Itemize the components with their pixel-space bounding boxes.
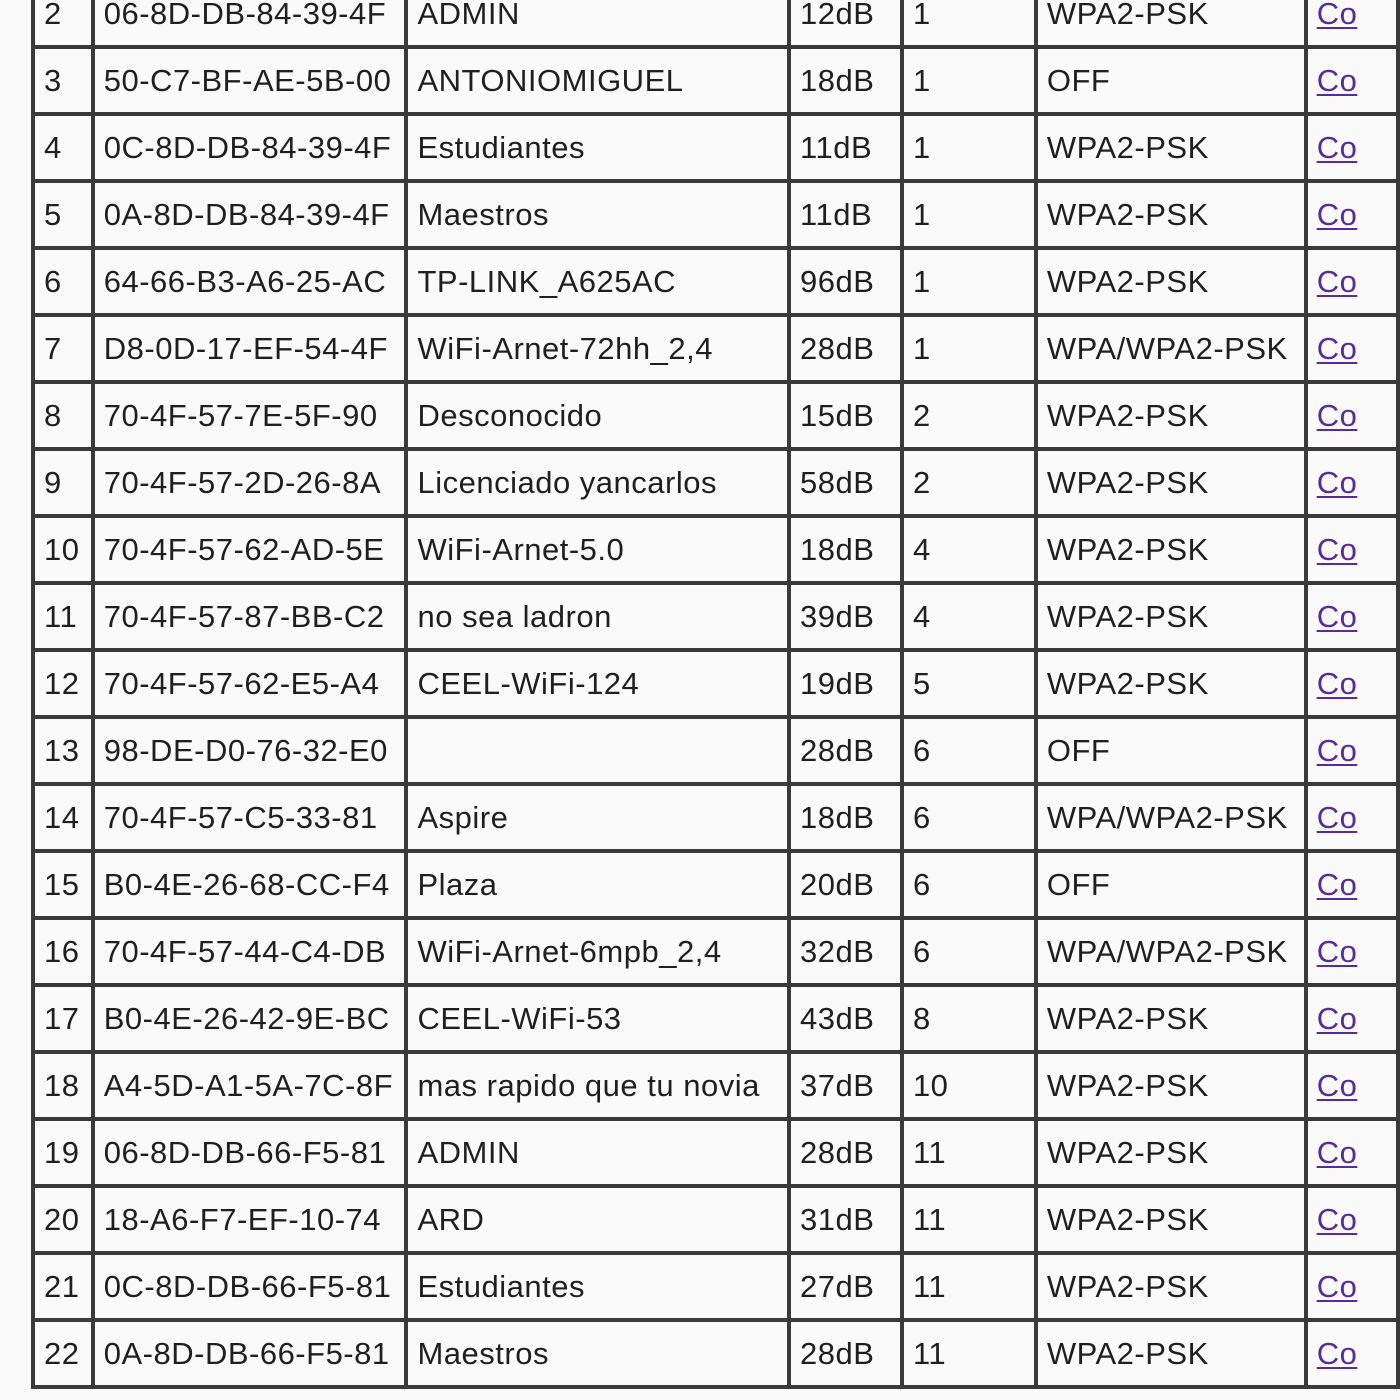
wifi-networks-table: [31, 0, 1400, 1389]
ssid-cell: WiFi-Arnet-72hh_2,4: [408, 317, 791, 384]
ssid-cell: no sea ladron: [408, 585, 791, 652]
mac-address-cell: 70-4F-57-2D-26-8A: [95, 451, 409, 518]
connect-link[interactable]: Co: [1316, 1268, 1358, 1304]
ssid-cell: [408, 719, 791, 786]
security-cell: WPA2-PSK: [1038, 1054, 1308, 1121]
table-row: [35, 0, 1400, 49]
connect-link[interactable]: Co: [1316, 531, 1358, 567]
security-cell: WPA2-PSK: [1038, 116, 1308, 183]
table-row: [35, 652, 1400, 719]
row-number-cell: 7: [35, 317, 95, 384]
row-number-cell: 9: [35, 451, 95, 518]
mac-address-cell: B0-4E-26-68-CC-F4: [95, 853, 409, 920]
ssid-cell: CEEL-WiFi-53: [408, 987, 791, 1054]
mac-address-cell: 06-8D-DB-84-39-4F: [95, 0, 409, 49]
connect-link[interactable]: Co: [1316, 665, 1358, 701]
connect-link[interactable]: Co: [1316, 62, 1358, 98]
mac-address-cell: 18-A6-F7-EF-10-74: [95, 1188, 409, 1255]
signal-cell: 18dB: [791, 786, 904, 853]
connect-link[interactable]: Co: [1316, 330, 1358, 366]
connect-link[interactable]: Co: [1316, 866, 1358, 902]
signal-cell: 43dB: [791, 987, 904, 1054]
row-number-cell: 5: [35, 183, 95, 250]
channel-cell: 2: [904, 384, 1038, 451]
row-number-cell: 2: [35, 0, 95, 49]
table-row: [35, 49, 1400, 116]
security-cell: WPA2-PSK: [1038, 384, 1308, 451]
table-row: [35, 518, 1400, 585]
ssid-cell: Aspire: [408, 786, 791, 853]
signal-cell: 28dB: [791, 1121, 904, 1188]
row-number-cell: 6: [35, 250, 95, 317]
table-body: [35, 0, 1400, 1389]
security-cell: WPA2-PSK: [1038, 1255, 1308, 1322]
connect-link[interactable]: Co: [1316, 464, 1358, 500]
connect-link-cell: [1308, 116, 1400, 183]
channel-cell: 8: [904, 987, 1038, 1054]
channel-cell: 4: [904, 585, 1038, 652]
signal-cell: 28dB: [791, 719, 904, 786]
connect-link-cell: [1308, 1255, 1400, 1322]
security-cell: WPA2-PSK: [1038, 451, 1308, 518]
signal-cell: 32dB: [791, 920, 904, 987]
row-number-cell: 17: [35, 987, 95, 1054]
connect-link[interactable]: Co: [1316, 263, 1358, 299]
mac-address-cell: 0A-8D-DB-84-39-4F: [95, 183, 409, 250]
signal-cell: 37dB: [791, 1054, 904, 1121]
connect-link-cell: [1308, 49, 1400, 116]
channel-cell: 11: [904, 1322, 1038, 1389]
connect-link[interactable]: Co: [1316, 129, 1358, 165]
ssid-cell: WiFi-Arnet-5.0: [408, 518, 791, 585]
signal-cell: 58dB: [791, 451, 904, 518]
channel-cell: 4: [904, 518, 1038, 585]
connect-link-cell: [1308, 0, 1400, 49]
connect-link-cell: [1308, 920, 1400, 987]
channel-cell: 5: [904, 652, 1038, 719]
security-cell: OFF: [1038, 853, 1308, 920]
row-number-cell: 22: [35, 1322, 95, 1389]
channel-cell: 11: [904, 1188, 1038, 1255]
ssid-cell: Desconocido: [408, 384, 791, 451]
row-number-cell: 21: [35, 1255, 95, 1322]
security-cell: WPA/WPA2-PSK: [1038, 920, 1308, 987]
channel-cell: 1: [904, 250, 1038, 317]
connect-link[interactable]: Co: [1316, 933, 1358, 969]
table-row: [35, 1255, 1400, 1322]
security-cell: WPA2-PSK: [1038, 1322, 1308, 1389]
connect-link[interactable]: Co: [1316, 1000, 1358, 1036]
signal-cell: 19dB: [791, 652, 904, 719]
connect-link[interactable]: Co: [1316, 0, 1358, 31]
signal-cell: 18dB: [791, 518, 904, 585]
ssid-cell: Licenciado yancarlos: [408, 451, 791, 518]
security-cell: WPA2-PSK: [1038, 1188, 1308, 1255]
table-row: [35, 987, 1400, 1054]
connect-link[interactable]: Co: [1316, 1201, 1358, 1237]
security-cell: WPA/WPA2-PSK: [1038, 317, 1308, 384]
signal-cell: 12dB: [791, 0, 904, 49]
ssid-cell: mas rapido que tu novia: [408, 1054, 791, 1121]
table-row: [35, 1322, 1400, 1389]
security-cell: WPA2-PSK: [1038, 518, 1308, 585]
channel-cell: 6: [904, 719, 1038, 786]
mac-address-cell: 70-4F-57-62-AD-5E: [95, 518, 409, 585]
signal-cell: 11dB: [791, 183, 904, 250]
signal-cell: 27dB: [791, 1255, 904, 1322]
connect-link-cell: [1308, 1322, 1400, 1389]
row-number-cell: 15: [35, 853, 95, 920]
ssid-cell: WiFi-Arnet-6mpb_2,4: [408, 920, 791, 987]
mac-address-cell: 70-4F-57-7E-5F-90: [95, 384, 409, 451]
row-number-cell: 3: [35, 49, 95, 116]
table-row: [35, 183, 1400, 250]
security-cell: WPA2-PSK: [1038, 250, 1308, 317]
row-number-cell: 14: [35, 786, 95, 853]
connect-link-cell: [1308, 987, 1400, 1054]
ssid-cell: Estudiantes: [408, 1255, 791, 1322]
channel-cell: 1: [904, 183, 1038, 250]
security-cell: WPA2-PSK: [1038, 183, 1308, 250]
table-row: [35, 853, 1400, 920]
row-number-cell: 20: [35, 1188, 95, 1255]
mac-address-cell: D8-0D-17-EF-54-4F: [95, 317, 409, 384]
signal-cell: 31dB: [791, 1188, 904, 1255]
connect-link-cell: [1308, 250, 1400, 317]
security-cell: WPA2-PSK: [1038, 1121, 1308, 1188]
mac-address-cell: 70-4F-57-C5-33-81: [95, 786, 409, 853]
ssid-cell: ARD: [408, 1188, 791, 1255]
mac-address-cell: 0C-8D-DB-84-39-4F: [95, 116, 409, 183]
channel-cell: 1: [904, 0, 1038, 49]
row-number-cell: 10: [35, 518, 95, 585]
connect-link[interactable]: Co: [1316, 1067, 1358, 1103]
table-row: [35, 1054, 1400, 1121]
mac-address-cell: 64-66-B3-A6-25-AC: [95, 250, 409, 317]
ssid-cell: Estudiantes: [408, 116, 791, 183]
connect-link-cell: [1308, 1121, 1400, 1188]
table-row: [35, 317, 1400, 384]
channel-cell: 11: [904, 1255, 1038, 1322]
signal-cell: 20dB: [791, 853, 904, 920]
table-row: [35, 250, 1400, 317]
mac-address-cell: 70-4F-57-87-BB-C2: [95, 585, 409, 652]
connect-link[interactable]: Co: [1316, 397, 1358, 433]
signal-cell: 15dB: [791, 384, 904, 451]
ssid-cell: ADMIN: [408, 0, 791, 49]
signal-cell: 11dB: [791, 116, 904, 183]
security-cell: WPA/WPA2-PSK: [1038, 786, 1308, 853]
connect-link-cell: [1308, 451, 1400, 518]
channel-cell: 2: [904, 451, 1038, 518]
mac-address-cell: 70-4F-57-44-C4-DB: [95, 920, 409, 987]
table-row: [35, 920, 1400, 987]
connect-link[interactable]: Co: [1316, 799, 1358, 835]
signal-cell: 96dB: [791, 250, 904, 317]
security-cell: WPA2-PSK: [1038, 987, 1308, 1054]
row-number-cell: 11: [35, 585, 95, 652]
channel-cell: 6: [904, 920, 1038, 987]
connect-link-cell: [1308, 518, 1400, 585]
channel-cell: 6: [904, 853, 1038, 920]
connect-link-cell: [1308, 1054, 1400, 1121]
connect-link-cell: [1308, 786, 1400, 853]
mac-address-cell: 0C-8D-DB-66-F5-81: [95, 1255, 409, 1322]
table-row: [35, 451, 1400, 518]
connect-link-cell: [1308, 719, 1400, 786]
security-cell: WPA2-PSK: [1038, 0, 1308, 49]
channel-cell: 11: [904, 1121, 1038, 1188]
connect-link-cell: [1308, 585, 1400, 652]
channel-cell: 6: [904, 786, 1038, 853]
ssid-cell: Maestros: [408, 1322, 791, 1389]
table-row: [35, 384, 1400, 451]
row-number-cell: 13: [35, 719, 95, 786]
ssid-cell: Plaza: [408, 853, 791, 920]
table-row: [35, 1121, 1400, 1188]
ssid-cell: ANTONIOMIGUEL: [408, 49, 791, 116]
connect-link-cell: [1308, 652, 1400, 719]
signal-cell: 28dB: [791, 317, 904, 384]
mac-address-cell: 0A-8D-DB-66-F5-81: [95, 1322, 409, 1389]
table-row: [35, 786, 1400, 853]
mac-address-cell: 98-DE-D0-76-32-E0: [95, 719, 409, 786]
connect-link-cell: [1308, 384, 1400, 451]
security-cell: WPA2-PSK: [1038, 652, 1308, 719]
connect-link[interactable]: Co: [1316, 598, 1358, 634]
table-row: [35, 585, 1400, 652]
signal-cell: 39dB: [791, 585, 904, 652]
table-row: [35, 1188, 1400, 1255]
connect-link[interactable]: Co: [1316, 732, 1358, 768]
ssid-cell: Maestros: [408, 183, 791, 250]
row-number-cell: 12: [35, 652, 95, 719]
mac-address-cell: B0-4E-26-42-9E-BC: [95, 987, 409, 1054]
channel-cell: 10: [904, 1054, 1038, 1121]
channel-cell: 1: [904, 317, 1038, 384]
security-cell: OFF: [1038, 49, 1308, 116]
connect-link-cell: [1308, 183, 1400, 250]
row-number-cell: 16: [35, 920, 95, 987]
channel-cell: 1: [904, 116, 1038, 183]
connect-link[interactable]: Co: [1316, 1134, 1358, 1170]
ssid-cell: CEEL-WiFi-124: [408, 652, 791, 719]
ssid-cell: TP-LINK_A625AC: [408, 250, 791, 317]
row-number-cell: 19: [35, 1121, 95, 1188]
security-cell: OFF: [1038, 719, 1308, 786]
mac-address-cell: 50-C7-BF-AE-5B-00: [95, 49, 409, 116]
table-row: [35, 719, 1400, 786]
connect-link-cell: [1308, 317, 1400, 384]
security-cell: WPA2-PSK: [1038, 585, 1308, 652]
row-number-cell: 18: [35, 1054, 95, 1121]
mac-address-cell: 70-4F-57-62-E5-A4: [95, 652, 409, 719]
connect-link[interactable]: Co: [1316, 1335, 1358, 1371]
table-row: [35, 116, 1400, 183]
connect-link-cell: [1308, 1188, 1400, 1255]
connect-link[interactable]: Co: [1316, 196, 1358, 232]
row-number-cell: 8: [35, 384, 95, 451]
connect-link-cell: [1308, 853, 1400, 920]
mac-address-cell: 06-8D-DB-66-F5-81: [95, 1121, 409, 1188]
row-number-cell: 4: [35, 116, 95, 183]
ssid-cell: ADMIN: [408, 1121, 791, 1188]
signal-cell: 28dB: [791, 1322, 904, 1389]
channel-cell: 1: [904, 49, 1038, 116]
mac-address-cell: A4-5D-A1-5A-7C-8F: [95, 1054, 409, 1121]
signal-cell: 18dB: [791, 49, 904, 116]
